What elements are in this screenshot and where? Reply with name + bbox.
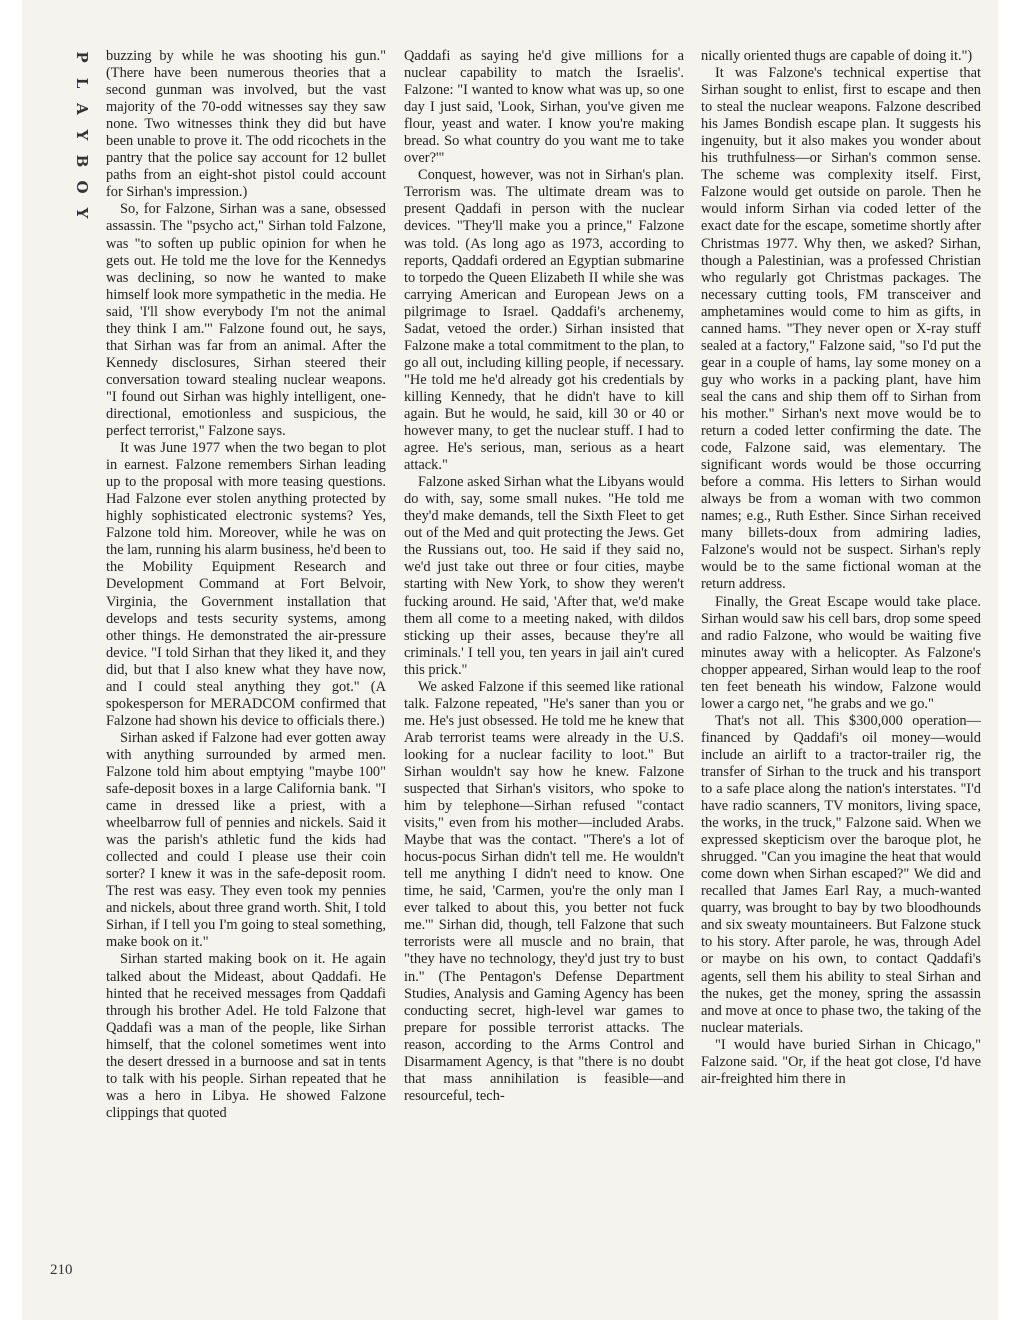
paragraph: Qaddafi as saying he'd give millions for a nuclear capability to match the Israelis'. Falzone: "I wanted to know what was up, so one day I just said, 'Look, Sirhan, you've given me flour, yeast and water. I know you're making bread. So what country do you want me to take over?'" [404,48,684,167]
magazine-page [22,0,998,1320]
running-head-letter: B [73,154,91,168]
text-column-3 [701,48,981,1288]
running-head-letter: Y [73,207,91,219]
paragraph: "I would have buried Sirhan in Chicago," Falzone said. "Or, if the heat got close, I'd have air-freighted him there in [701,1036,981,1087]
text-column-2 [404,48,684,1288]
paragraph: It was June 1977 when the two began to plot in earnest. Falzone remembers Sirhan leading up to the proposal with more teasing questions. Had Falzone ever stolen anything protected by highly sophisticated electronic systems? Yes, Falzone told him. Moreover, while he was on the lam, running his alarm business, he'd been to the Mobility Equipment Research and Development Command at Fort Belvoir, Virginia, the Government installation that develops and tests security systems, among other things. He demonstrated the air-pressure device. "I told Sirhan that they liked it, and they did, but that I also knew what they have now, and I could steal anything they got." (A spokesperson for MERADCOM confirmed that Falzone had shown his device to officials there.) [106,440,386,729]
paragraph: We asked Falzone if this seemed like rational talk. Falzone repeated, "He's saner than you or me. He's just obsessed. He told me he knew that Arab terrorist teams were already in the U.S. looking for a nuclear facility to loot." But Sirhan wouldn't say how he knew. Falzone suspected that Sirhan's visitors, who spoke to him by telephone—Sirhan refused "contact visits," even from his mother—included Arabs. Maybe that was the contact. "There's a lot of hocus-pocus Sirhan didn't tell me. He wouldn't tell me anything I didn't need to know. One time, he said, 'Carmen, you're the only man I ever talked to about this, you better not fuck me.'" Sirhan did, though, tell Falzone that such terrorists were all muscle and no brain, that "they have no technology, they'd just try to bust in." (The Pentagon's Defense Department Studies, Analysis and Gaming Agency has been conducting secret, high-level war games to prepare for possible terrorist attacks. The reason, according to the Arms Control and Disarmament Agency, is that "there is no doubt that mass annihilation is feasible—and resourceful, tech- [404,678,684,1104]
paragraph: buzzing by while he was shooting his gun." (There have been numerous theories that a second gunman was involved, but the vast majority of the 70-odd witnesses say they saw none. Two witnesses think they did but have been unable to prove it. The odd ricochets in the pantry that the police say account for 12 bullet paths from an eight-shot pistol could account for Sirhan's impression.) [106,48,386,201]
running-head-letter: P [73,51,91,63]
running-head-letter: Y [73,129,91,141]
paragraph: Sirhan asked if Falzone had ever gotten away with anything surrounded by armed men. Falzone told him about emptying "maybe 100" safe-deposit boxes in a large California bank. "I came in dressed like a priest, with a wheelbarrow full of pennies and nickels. Said it was the parish's athletic fund the kids had collected and could I please use their coin sorter? I knew it was in the safe-deposit room. The rest was easy. They even took my pennies and nickels, about three grand worth. Shit, I told Sirhan, if I tell you I'm going to steal something, make book on it." [106,729,386,951]
running-head-letter: L [73,77,91,89]
running-head [74,44,90,226]
paragraph: That's not all. This $300,000 operation—financed by Qaddafi's oil money—would include an airlift to a tractor-trailer rig, the transfer of Sirhan to the truck and his transport to a safe place along the nation's interstates. "I'd have radio scanners, TV monitors, living space, the works, in the truck," Falzone said. When we expressed skepticism over the baroque plot, he shrugged. "Can you imagine the heat that would come down when Sirhan escaped?" We did and recalled that James Earl Ray, a much-wanted quarry, was brought to bay by two bloodhounds and six sweaty mountaineers. But Falzone stuck to his story. After parole, he was, through Adel or maybe on his own, to contact Qaddafi's agents, sell them his ability to steal Sirhan and the nukes, get the money, spring the assassin and move at once to phase two, the taking of the nuclear materials. [701,712,981,1036]
running-head-letter: O [73,180,91,194]
paragraph: So, for Falzone, Sirhan was a sane, obsessed assassin. The "psycho act," Sirhan told Falzone, was "to soften up public opinion for when he gets out. He told me the love for the Kennedys was declining, so now he wanted to make himself look more sympathetic in the media. He said, 'I'll show everybody I'm not the animal they think I am.'" Falzone found out, he says, that Sirhan was far from an animal. After the Kennedy disclosures, Sirhan steered their conversation toward stealing nuclear weapons. "I found out Sirhan was highly intelligent, one-directional, emotionless and suspicious, the perfect terrorist," Falzone says. [106,201,386,440]
paragraph: Sirhan started making book on it. He again talked about the Mideast, about Qaddafi. He hinted that he received messages from Qaddafi through his brother Adel. He told Falzone that Qaddafi was a man of the people, like Sirhan himself, that the colonel sometimes went into the desert dressed in a burnoose and sat in tents to talk with his people. Sirhan repeated that he was a hero in Libya. He showed Falzone clippings that quoted [106,951,386,1121]
page-number: 210 [50,1262,73,1278]
paragraph: It was Falzone's technical expertise that Sirhan sought to enlist, first to escape and then to steal the nuclear weapons. Falzone described his James Bondish escape plan. It suggests his ingenuity, but it also makes you wonder about his truthfulness—or Sirhan's common sense. The scheme was complexity itself. First, Falzone would get outside on parole. Then he would inform Sirhan via coded letter of the exact date for the escape, sometime shortly after Christmas 1977. Why then, we asked? Sirhan, though a Palestinian, was a professed Christian who regularly got Christmas packages. The necessary cutting tools, FM transceiver and amphetamines would come to him as gifts, in canned hams. "They never open or X-ray stuff sealed at a factory," Falzone said, "so I'd put the gear in a couple of hams, lay some money on a guy who works in a packing plant, have him seal the cans and ship them off to Sirhan from his mother." Sirhan's next move would be to return a coded letter confirming the date. The code, Falzone said, was elementary. The significant words would be those occurring before a comma. His letters to Sirhan would always be from a woman with two common names; e.g., Ruth Esther. Since Sirhan received many billets-doux from admiring ladies, Falzone's would not be suspect. Sirhan's reply would be to the same fictional woman at the return address. [701,65,981,593]
paragraph: nically oriented thugs are capable of doing it.") [701,48,973,64]
paragraph: Finally, the Great Escape would take place. Sirhan would saw his cell bars, drop some speed and radio Falzone, who would be waiting five minutes away with a helicopter. As Falzone's chopper appeared, Sirhan would leap to the roof ten feet beneath his window, Falzone would lower a cargo net, "he grabs and we go." [701,593,981,712]
text-column-1 [106,48,386,1288]
paragraph: Conquest, however, was not in Sirhan's plan. Terrorism was. The ultimate dream was to present Qaddafi in person with the nuclear devices. "They'll make you a prince," Falzone was told. (As long ago as 1973, according to reports, Qaddafi ordered an Egyptian submarine to torpedo the Queen Elizabeth II while she was carrying American and European Jews on a pilgrimage to Israel. Qaddafi's archenemy, Sadat, vetoed the order.) Sirhan insisted that Falzone make a total commitment to the plan, to go all out, including killing people, if necessary. "He told me he'd already got his credentials by killing Kennedy, that he didn't have to kill again. But he would, he said, kill 30 or 40 or however many, to get the nuclear stuff. I had to agree. He's serious, man, serious as a heart attack." [404,167,684,474]
paragraph: Falzone asked Sirhan what the Libyans would do with, say, some small nukes. "He told me they'd make demands, tell the Sixth Fleet to get out of the Med and quit protecting the Jews. Get the Russians out, too. He said if they said no, we'd just take out three or four cities, maybe starting with New York, to show they weren't fucking around. He said, 'After that, we'd make them all come to a meeting naked, with dildos sticking up their asses, because they're all criminals.' I tell you, ten years in jail ain't cured this prick." [404,474,684,678]
running-head-letter: A [73,103,91,115]
